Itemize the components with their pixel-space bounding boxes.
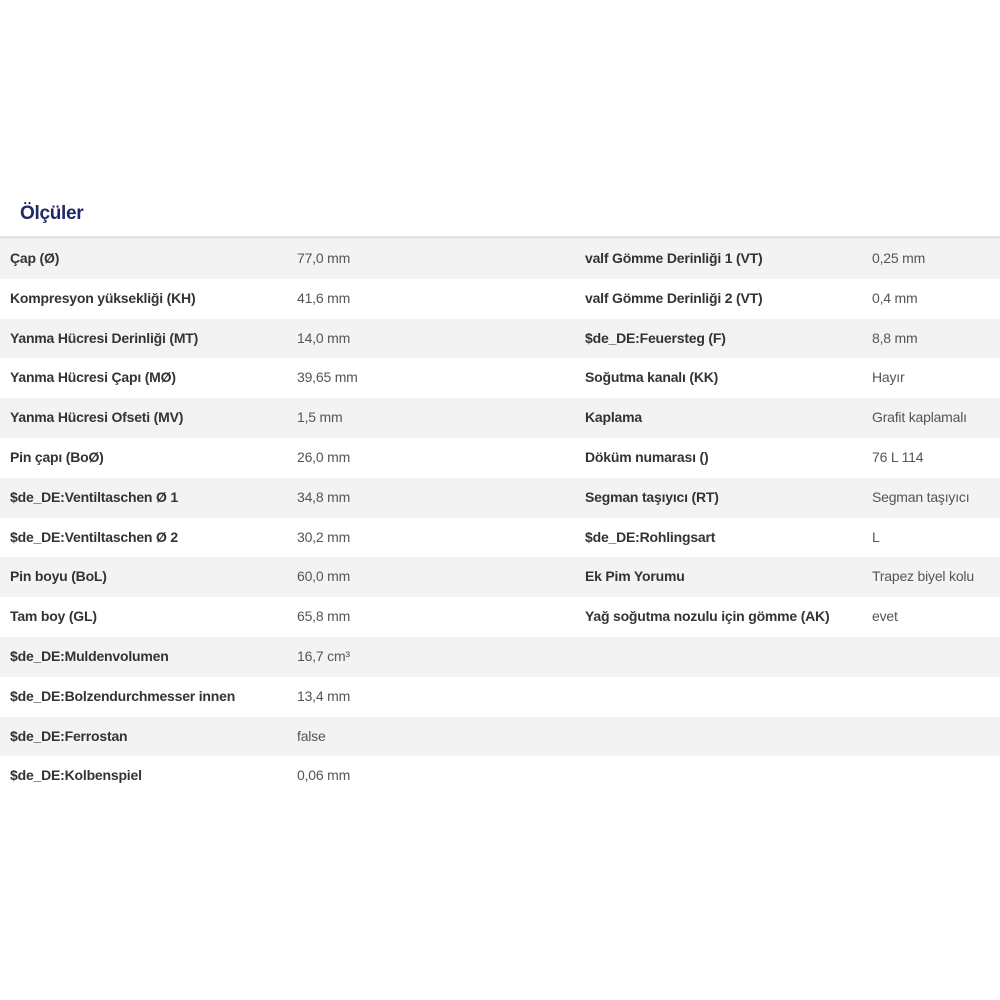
- spec-label: Döküm numarası (): [585, 448, 709, 465]
- table-row: [0, 637, 1000, 677]
- table-row: [0, 717, 1000, 757]
- spec-label: Kaplama: [585, 409, 642, 426]
- spec-label: Çap (Ø): [10, 250, 60, 266]
- spec-label: Yanma Hücresi Derinliği (MT): [10, 329, 199, 346]
- spec-value: 34,8 mm: [297, 488, 351, 505]
- table-row: [0, 756, 1000, 796]
- spec-label: $de_DE:Rohlingsart: [585, 528, 716, 545]
- table-row: [0, 279, 1000, 319]
- spec-label: Tam boy (GL): [10, 608, 97, 625]
- spec-value: 39,65 mm: [297, 369, 358, 386]
- table-row: [0, 677, 1000, 717]
- table-row: [0, 557, 1000, 597]
- spec-label: Yanma Hücresi Ofseti (MV): [10, 409, 184, 426]
- table-row: [0, 319, 1000, 359]
- spec-label: valf Gömme Derinliği 2 (VT): [585, 289, 763, 306]
- table-row: [0, 478, 1000, 518]
- spec-label: $de_DE:Feuersteg (F): [585, 329, 726, 346]
- spec-value: 30,2 mm: [297, 528, 351, 545]
- table-row: [0, 398, 1000, 438]
- spec-value: 16,7 cm³: [297, 647, 350, 664]
- spec-value: 65,8 mm: [297, 608, 351, 625]
- spec-label: Pin çapı (BoØ): [10, 448, 104, 465]
- spec-value: Hayır: [872, 369, 905, 386]
- spec-label: $de_DE:Ventiltaschen Ø 1: [10, 488, 178, 505]
- spec-label: Segman taşıyıcı (RT): [585, 488, 719, 505]
- spec-label: $de_DE:Ferrostan: [10, 727, 128, 744]
- spec-value: 8,8 mm: [872, 329, 918, 346]
- table-row: [0, 358, 1000, 398]
- spec-value: 60,0 mm: [297, 568, 351, 585]
- spec-label: Soğutma kanalı (KK): [585, 369, 719, 386]
- section-title: Ölçüler: [20, 203, 84, 224]
- table-row: [0, 597, 1000, 637]
- table-row: [0, 239, 1000, 279]
- spec-label: $de_DE:Bolzendurchmesser innen: [10, 687, 236, 704]
- spec-value: 26,0 mm: [297, 448, 351, 465]
- spec-value: L: [872, 528, 880, 545]
- spec-label: $de_DE:Ventiltaschen Ø 2: [10, 528, 178, 545]
- spec-label: Ek Pim Yorumu: [585, 568, 685, 585]
- spec-value: 13,4 mm: [297, 687, 351, 704]
- spec-label: Yanma Hücresi Çapı (MØ): [10, 369, 176, 386]
- spec-label: Pin boyu (BoL): [10, 568, 107, 585]
- spec-value: Grafit kaplamalı: [872, 409, 967, 426]
- spec-value: 77,0 mm: [297, 250, 351, 266]
- spec-table: [0, 239, 1000, 796]
- spec-label: Yağ soğutma nozulu için gömme (AK): [585, 608, 830, 625]
- spec-value: Segman taşıyıcı: [872, 488, 970, 505]
- spec-value: 76 L 114: [872, 448, 924, 465]
- spec-value: Trapez biyel kolu: [872, 568, 974, 585]
- spec-label: $de_DE:Kolbenspiel: [10, 767, 142, 784]
- table-row: [0, 438, 1000, 478]
- spec-value: 0,4 mm: [872, 289, 918, 306]
- spec-value: false: [297, 727, 326, 744]
- spec-value: 41,6 mm: [297, 289, 351, 306]
- spec-value: 14,0 mm: [297, 329, 351, 346]
- table-row: [0, 518, 1000, 558]
- spec-label: Kompresyon yüksekliği (KH): [10, 289, 196, 306]
- spec-label: $de_DE:Muldenvolumen: [10, 647, 169, 664]
- spec-value: 1,5 mm: [297, 409, 343, 426]
- spec-value: evet: [872, 608, 898, 625]
- spec-value: 0,25 mm: [872, 250, 926, 266]
- spec-label: valf Gömme Derinliği 1 (VT): [585, 250, 763, 266]
- spec-value: 0,06 mm: [297, 767, 351, 784]
